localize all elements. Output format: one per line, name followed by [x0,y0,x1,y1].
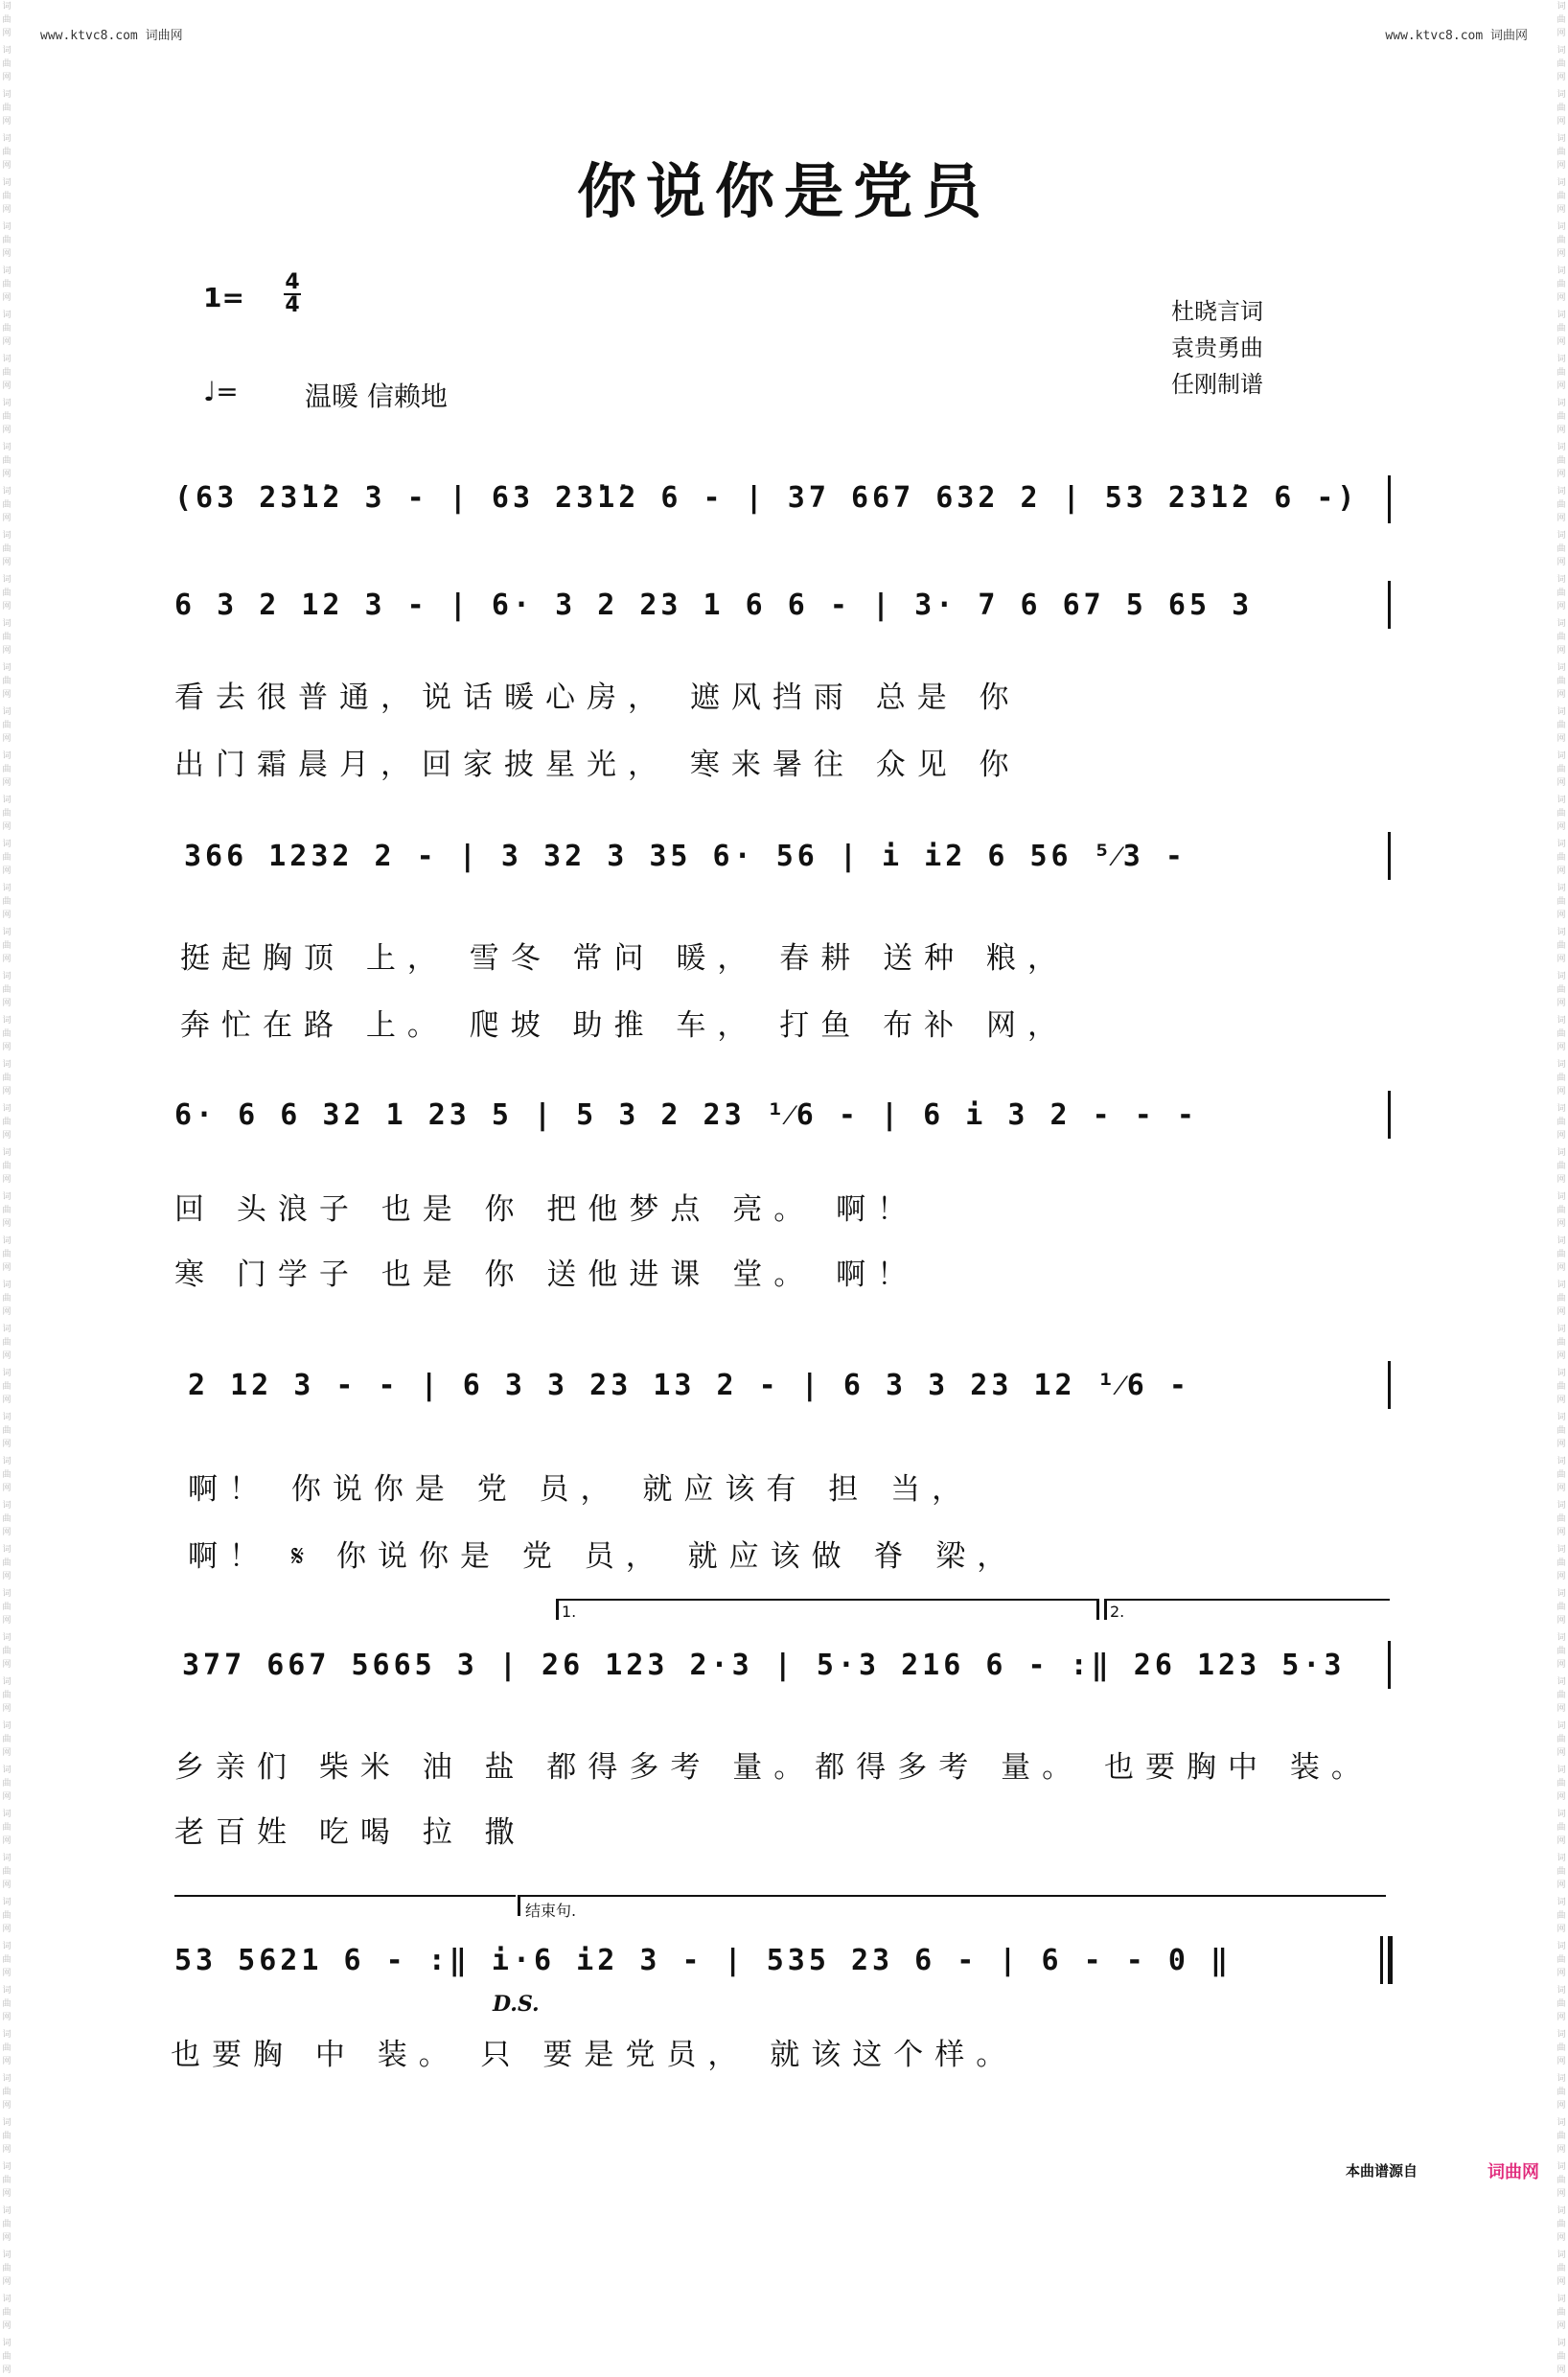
watermark-text: 词 曲 网 [2,796,12,832]
watermark-text: 词 曲 网 [2,266,12,303]
watermark-text: 词 曲 网 [2,1501,12,1537]
watermark-text: 词 曲 网 [1556,796,1566,832]
system-3-lyric-verse-2: 奔忙在路 上。 爬坡 助推 车， 打鱼 布补 网， [180,1008,1069,1043]
ending-label: 结束句. [525,1902,577,1920]
watermark-text: 词 曲 网 [2,1148,12,1185]
volta-2-bracket [1104,1599,1390,1601]
final-barline-thin [1380,1936,1383,1984]
watermark-text: 词 曲 网 [1556,1148,1566,1185]
watermark-text: 词 曲 网 [2,1104,12,1141]
time-denominator: 4 [285,293,300,317]
system-4-lyric-verse-2: 寒 门学子 也是 你 送他进课 堂。 啊！ [174,1258,919,1292]
watermark-text: 词 曲 网 [2,2162,12,2199]
header-right-url[interactable]: www.ktvc8.com 词曲网 [1385,29,1528,43]
watermark-text: 词 曲 网 [1556,2250,1566,2287]
watermark-text: 词 曲 网 [1556,1810,1566,1846]
watermark-text: 词 曲 网 [2,2,12,38]
watermark-text: 词 曲 网 [1556,1633,1566,1670]
barline [1388,832,1391,880]
system-5-lyric-verse-2: 啊！ 𝄋 你说你是 党 员， 就应该做 脊 梁， [188,1539,1019,1574]
ending-bracket-start [518,1895,520,1916]
watermark-text: 词 曲 网 [2,1810,12,1846]
watermark-text: 词 曲 网 [2,1589,12,1626]
volta-1-bracket-end [1096,1599,1099,1620]
watermark-text: 词 曲 网 [2,2250,12,2287]
system-2-lyric-verse-2: 出门霜晨月，回家披星光， 寒来暑往 众见 你 [174,748,1021,782]
watermark-text: 词 曲 网 [2,1633,12,1670]
watermark-text: 词 曲 网 [2,399,12,435]
watermark-text: 词 曲 网 [2,311,12,347]
system-4-notes: 6· 6 6 32 1 23 5 | 5 3 2 23 ¹⁄6 - | 6 i 3 2 - - - [174,1098,1198,1132]
watermark-text: 词 曲 网 [2,840,12,876]
watermark-text: 词 曲 网 [2,487,12,523]
final-barline-thick [1388,1936,1393,1984]
watermark-text: 词 曲 网 [1556,1501,1566,1537]
watermark-text: 词 曲 网 [1556,663,1566,700]
watermark-text: 词 曲 网 [1556,1192,1566,1229]
watermark-text: 词 曲 网 [2,619,12,656]
watermark-text: 词 曲 网 [2,531,12,567]
watermark-text: 词 曲 网 [2,1060,12,1096]
watermark-text: 词 曲 网 [1556,1369,1566,1405]
watermark-text: 词 曲 网 [2,443,12,479]
watermark-text: 词 曲 网 [1556,1060,1566,1096]
watermark-text: 词 曲 网 [1556,1236,1566,1273]
watermark-text: 词 曲 网 [2,46,12,82]
tempo-mark: ♩= [203,376,239,407]
watermark-text: 词 曲 网 [1556,90,1566,127]
watermark-text: 词 曲 网 [1556,840,1566,876]
watermark-text: 词 曲 网 [1556,1325,1566,1361]
system-6-lyric-verse-1: 乡亲们 柴米 油 盐 都得多考 量。都得多考 量。 也要胸中 装。 [174,1750,1372,1785]
watermark-text: 词 曲 网 [2,751,12,788]
watermark-text: 词 曲 网 [2,972,12,1008]
system-7-notes: 53 5621 6 - :‖ i·6 i2 3 - | 535 23 6 - | 6 - - 0 ‖ [174,1944,1233,1977]
watermark-text: 词 曲 网 [2,1854,12,1890]
watermark-text: 词 曲 网 [2,2030,12,2066]
watermark-text: 词 曲 网 [2,1765,12,1802]
system-1-notes: (63 23̇1̇2 3 - | 63 23̇1̇2 6 - | 37 667 632 2 | 53 23̇1̇2 6 -) [174,481,1359,515]
watermark-text: 词 曲 网 [1556,487,1566,523]
credits-block [1171,293,1263,403]
watermark-text: 词 曲 网 [1556,928,1566,964]
watermark-text: 词 曲 网 [1556,1281,1566,1317]
left-watermark-strip [0,0,13,2375]
watermark-text: 词 曲 网 [1556,2,1566,38]
watermark-text: 词 曲 网 [2,2118,12,2155]
watermark-text: 词 曲 网 [2,1325,12,1361]
watermark-text: 词 曲 网 [1556,1765,1566,1802]
watermark-text: 词 曲 网 [2,663,12,700]
watermark-text: 词 曲 网 [1556,531,1566,567]
watermark-text: 词 曲 网 [2,884,12,920]
system-3-lyric-verse-1: 挺起胸顶 上， 雪冬 常问 暖， 春耕 送种 粮， [180,941,1069,976]
system-6-notes: 377 667 5665 3 | 26 123 2·3 | 5·3 216 6 - :‖ 26 123 5·3 [182,1649,1346,1682]
system-4-lyric-verse-1: 回 头浪子 也是 你 把他梦点 亮。 啊！ [174,1192,919,1227]
watermark-text: 词 曲 网 [2,90,12,127]
watermark-text: 词 曲 网 [2,928,12,964]
watermark-text: 词 曲 网 [2,1192,12,1229]
watermark-text: 词 曲 网 [1556,575,1566,612]
watermark-text: 词 曲 网 [1556,2162,1566,2199]
watermark-text: 词 曲 网 [2,1016,12,1052]
watermark-text: 词 曲 网 [1556,1589,1566,1626]
watermark-text: 词 曲 网 [1556,884,1566,920]
watermark-text: 词 曲 网 [2,222,12,259]
volta-2-label: 2. [1110,1603,1125,1621]
watermark-text: 词 曲 网 [2,2074,12,2111]
system-3-notes: 366 1232 2 - | 3 32 3 35 6· 56 | i i2 6 56 ⁵⁄3 - [184,840,1187,873]
watermark-text: 词 曲 网 [1556,1545,1566,1581]
watermark-text: 词 曲 网 [2,1721,12,1758]
volta-1-label: 1. [562,1603,577,1621]
watermark-text: 词 曲 网 [2,178,12,215]
watermark-text: 词 曲 网 [2,1898,12,1934]
volta-2-bracket-start [1104,1599,1107,1620]
watermark-text: 词 曲 网 [1556,1942,1566,1978]
watermark-text: 词 曲 网 [1556,1854,1566,1890]
key-signature: 1= [203,282,244,313]
watermark-text: 词 曲 网 [1556,2118,1566,2155]
watermark-text: 词 曲 网 [1556,972,1566,1008]
watermark-text: 词 曲 网 [1556,134,1566,171]
mood-marking: 温暖 信赖地 [305,381,448,412]
watermark-text: 词 曲 网 [1556,1016,1566,1052]
lyricist-credit: 杜晓言词 [1171,298,1263,325]
ending-bracket [518,1895,1386,1897]
watermark-text: 词 曲 网 [1556,222,1566,259]
transcriber-credit: 任刚制谱 [1171,371,1263,398]
watermark-text: 词 曲 网 [2,1281,12,1317]
watermark-text: 词 曲 网 [2,355,12,391]
watermark-text: 词 曲 网 [2,1236,12,1273]
watermark-text: 词 曲 网 [1556,2339,1566,2375]
watermark-text: 词 曲 网 [1556,1898,1566,1934]
footer-site-logo[interactable]: 词曲网 [1487,2162,1539,2182]
barline [1388,581,1391,629]
watermark-text: 词 曲 网 [1556,2074,1566,2111]
time-numerator: 4 [285,270,300,294]
watermark-text: 词 曲 网 [1556,1986,1566,2022]
barline [1388,1641,1391,1689]
watermark-text: 词 曲 网 [1556,311,1566,347]
watermark-text: 词 曲 网 [1556,2030,1566,2066]
watermark-text: 词 曲 网 [2,1457,12,1493]
watermark-text: 词 曲 网 [2,2339,12,2375]
song-title: 你说你是党员 [576,156,991,226]
ds-marking: D.S. [493,1992,540,2017]
watermark-text: 词 曲 网 [2,1413,12,1449]
watermark-text: 词 曲 网 [1556,399,1566,435]
watermark-text: 词 曲 网 [1556,266,1566,303]
barline [1388,1091,1391,1139]
watermark-text: 词 曲 网 [1556,2295,1566,2331]
watermark-text: 词 曲 网 [2,1545,12,1581]
watermark-text: 词 曲 网 [2,2206,12,2243]
volta-1-bracket-start [556,1599,559,1620]
system-5-notes: 2 12 3 - - | 6 3 3 23 13 2 - | 6 3 3 23 12 ¹⁄6 - [188,1369,1190,1402]
time-signature [284,272,301,316]
watermark-text: 词 曲 网 [1556,46,1566,82]
barline [1388,475,1391,523]
barline [1388,1361,1391,1409]
watermark-text: 词 曲 网 [1556,751,1566,788]
system-2-lyric-verse-1: 看去很普通，说话暖心房， 遮风挡雨 总是 你 [174,681,1021,715]
volta-1-bracket [556,1599,1098,1601]
watermark-text: 词 曲 网 [1556,2206,1566,2243]
watermark-text: 词 曲 网 [1556,1677,1566,1714]
header-left-url[interactable]: www.ktvc8.com 词曲网 [40,29,183,43]
right-watermark-strip [1555,0,1568,2375]
watermark-text: 词 曲 网 [2,1986,12,2022]
watermark-text: 词 曲 网 [1556,707,1566,744]
system-2-notes: 6 3 2 12 3 - | 6· 3 2 23 1 6 6 - | 3· 7 6 67 5 65 3 [174,588,1254,622]
composer-credit: 袁贵勇曲 [1171,335,1263,361]
watermark-text: 词 曲 网 [2,1942,12,1978]
watermark-text: 词 曲 网 [2,1677,12,1714]
watermark-text: 词 曲 网 [2,575,12,612]
watermark-text: 词 曲 网 [2,134,12,171]
watermark-text: 词 曲 网 [1556,1413,1566,1449]
ds-line [174,1895,516,1897]
footer-source-text: 本曲谱源自 [1346,2162,1418,2180]
watermark-text: 词 曲 网 [1556,443,1566,479]
system-5-lyric-verse-1: 啊！ 你说你是 党 员， 就应该有 担 当， [188,1472,974,1507]
system-6-lyric-verse-2: 老百姓 吃喝 拉 撒 [174,1815,526,1850]
system-7-lyric: 也要胸 中 装。 只 要是党员， 就该这个样。 [171,2038,1018,2072]
watermark-text: 词 曲 网 [1556,1104,1566,1141]
watermark-text: 词 曲 网 [2,2295,12,2331]
watermark-text: 词 曲 网 [1556,178,1566,215]
watermark-text: 词 曲 网 [1556,1721,1566,1758]
watermark-text: 词 曲 网 [1556,1457,1566,1493]
watermark-text: 词 曲 网 [2,707,12,744]
watermark-text: 词 曲 网 [1556,619,1566,656]
watermark-text: 词 曲 网 [1556,355,1566,391]
watermark-text: 词 曲 网 [2,1369,12,1405]
